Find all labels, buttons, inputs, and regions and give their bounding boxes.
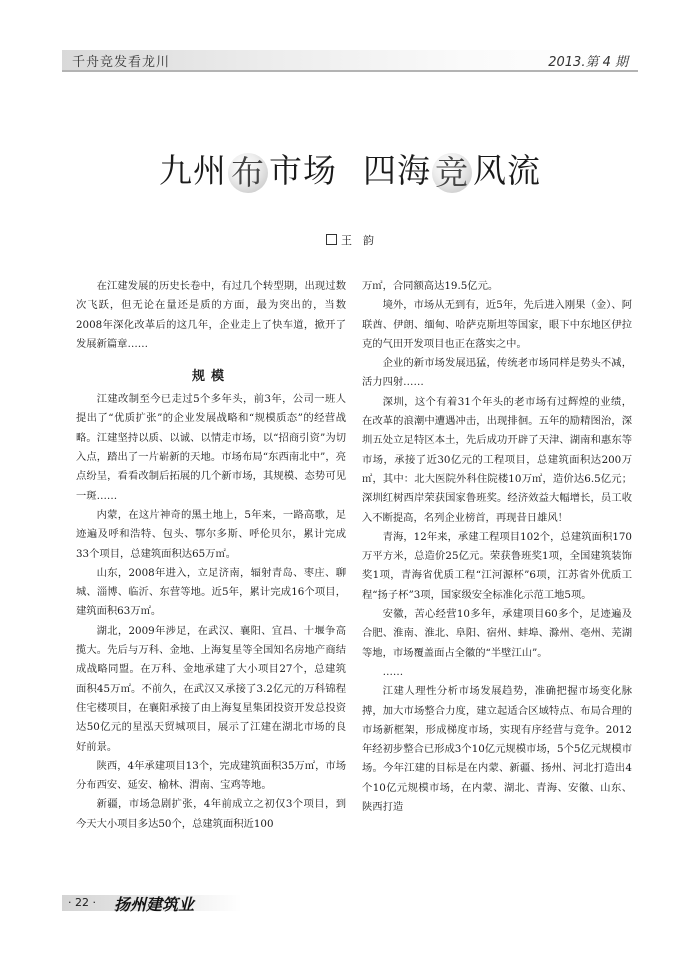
- article-title: [0, 145, 700, 193]
- paragraph: 境外，市场从无到有，近5年，先后进入刚果（金）、阿联酋、伊朗、缅甸、哈萨克斯坦等国家，眼下中东地区伊拉克的气田开发项目也正在落实之中。: [362, 299, 632, 350]
- title-highlight-char-1: 布: [228, 153, 268, 193]
- author-line: [0, 232, 700, 248]
- paragraph: 内蒙，在这片神奇的黑土地上，5年来，一路高歌，足迹遍及呼和浩特、包头、鄂尔多斯、呼伦贝尔，累计完成33个项目，总建筑面积达65万㎡。: [76, 508, 346, 560]
- page-footer: [62, 895, 242, 914]
- ellipsis: ……: [382, 665, 404, 678]
- author-name: 王 韵: [341, 234, 374, 247]
- running-header: [62, 50, 638, 72]
- header-section-title: 千舟竞发看龙川: [72, 55, 171, 70]
- title-part-4: 风流: [473, 151, 541, 190]
- paragraph: 江建人理性分析市场发展趋势，准确把握市场变化脉搏，加大市场整合力度，建立起适合区域特点、布局合理的市场新框架，形成梯度市场，实现有序经营与竞争。2012年经初步整合已形成3个10亿元规模市场，5个5亿元规模市场。今年江建的目标是在内蒙、新疆、扬州、河北打造出4个10亿元规模市场，在内蒙、湖北、青海、安徽、山东、陕西打造: [362, 685, 632, 814]
- title-highlight-char-2: 竞: [432, 153, 472, 193]
- author-box-icon: [326, 234, 337, 245]
- paragraph: 深圳，这个有着31个年头的老市场有过辉煌的业绩，在改革的浪潮中遭遇冲击，出现排徊。五年的励精图治，深圳五处立足特区本土，先后成功开辟了天津、湖南和惠东等市场，承接了近30亿元的工程项目，总建筑面积达200万㎡，其中：北大医院外科住院楼10万㎡，造价达6.5亿元；深圳红树西岸荣获国家鲁班奖。经济效益大幅增长，员工收入不断提高，名列企业榜首，再现昔日雄风！: [362, 395, 632, 524]
- paragraph: 安徽，苦心经营10多年，承建项目60多个，足迹遍及合肥、淮南、淮北、阜阳、宿州、蚌埠、滁州、亳州、芜湖等地，市场覆盖面占全徽的“半壁江山”。: [362, 608, 632, 659]
- page-number: · 22 ·: [68, 896, 96, 909]
- paragraph: 陕西，4年承建项目13个，完成建筑面积35万㎡，市场分布西安、延安、榆林、渭南、宝鸡等地。: [76, 759, 346, 792]
- header-issue: 2013.第 4 期: [548, 55, 628, 70]
- paragraph: 山东，2008年进入，立足济南，辐射青岛、枣庄、聊城、淄博、临沂、东营等地。近5年，累计完成16个项目，建筑面积63万㎡。: [76, 566, 346, 618]
- paragraph: 新疆，市场急剧扩张，4年前成立之初仅3个项目，到今天大小项目多达50个，总建筑面积近100: [76, 798, 346, 830]
- right-column: [362, 277, 632, 817]
- title-part-1: 九州: [159, 151, 227, 190]
- paragraph: 万㎡，合同额高达19.5亿元。: [362, 280, 499, 292]
- magazine-logo: 扬州建筑业: [114, 895, 195, 914]
- left-column: [76, 277, 346, 834]
- section-heading: 规模: [191, 369, 230, 385]
- title-part-2: 市场: [269, 151, 337, 190]
- paragraph: 青海，12年来，承建工程项目102个，总建筑面积170万平方米，总造价25亿元。荣获鲁班奖1项，全国建筑装饰奖1项，青海省优质工程“江河源杯”6项，江苏省外优质工程“扬子杯”3项，国家级安全标准化示范工地5项。: [362, 530, 632, 601]
- paragraph: 湖北，2009年涉足，在武汉、襄阳、宜昌、十堰争高揽大。先后与万科、金地、上海复星等全国知名房地产商结成战略同盟。在万科、金地承建了大小项目27个，总建筑面积45万㎡。不前久，在武汉又承接了3.2亿元的万科锦程住宅楼项目，在襄阳承接了由上海复星集团投资开发总投资达50亿元的星泓天贸城项目，展示了江建在湖北市场的良好前景。: [76, 624, 346, 753]
- paragraph: 江建改制至今已走过5个多年头，前3年，公司一班人提出了“优质扩张”的企业发展战略和“规模质态”的经营战略。江建坚持以质、以诚、以情走市场，以“招商引资”为切入点，踏出了一片崭新的天地。市场布局“东西南北中”，亮点纷呈，看看改制后拓展的几个新市场，其规模、态势可见一斑……: [76, 393, 346, 502]
- title-part-3: 四海: [363, 151, 431, 190]
- paragraph: 在江建发展的历史长卷中，有过几个转型期，出现过数次飞跃，但无论在量还是质的方面，最为突出的，当数2008年深化改革后的这几年，企业走上了快车道，掀开了发展新篇章……: [76, 280, 346, 350]
- paragraph: 企业的新市场发展迅猛，传统老市场同样是势头不减，活力四射……: [362, 357, 632, 389]
